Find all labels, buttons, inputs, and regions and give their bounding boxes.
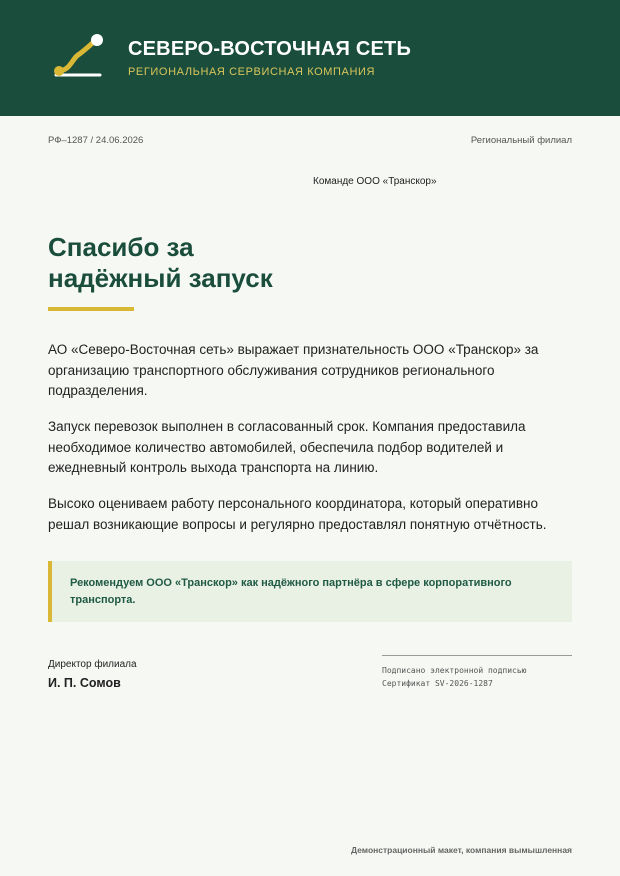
footer-disclaimer: Демонстрационный макет, компания вымышленная: [351, 845, 572, 855]
body-paragraph: Высоко оцениваем работу персонального координатора, который оперативно решал возникающие вопросы и регулярно предоставлял понятную отчётность.: [48, 496, 547, 532]
company-name: СЕВЕРО-ВОСТОЧНАЯ СЕТЬ: [128, 38, 412, 60]
signer-role: Директор филиала: [48, 659, 137, 670]
route-line-logo-icon: [48, 31, 108, 81]
document-reference: РФ–1287 / 24.06.2026: [48, 135, 144, 146]
company-tagline: РЕГИОНАЛЬНАЯ СЕРВИСНАЯ КОМПАНИЯ: [128, 66, 376, 78]
recommendation-text: Рекомендуем ООО «Транскор» как надёжного партнёра в сфере корпоративного транспорта.: [70, 577, 512, 606]
branch-label: Региональный филиал: [470, 135, 572, 146]
letter-title: [48, 232, 448, 294]
electronic-signature-stamp: [382, 664, 527, 690]
signature-status: Подписано электронной подписью: [382, 666, 527, 675]
body-paragraph: АО «Северо-Восточная сеть» выражает признательность ООО «Транскор» за организацию транспортного обслуживания сотрудников регионального подразделения.: [48, 342, 539, 398]
title-accent-rule: [48, 307, 134, 311]
recipient: Команде ООО «Транскор»: [313, 176, 437, 187]
body-paragraph: Запуск перевозок выполнен в согласованный срок. Компания предоставила необходимое количество автомобилей, обеспечила подбор водителей и ежедневный контроль выхода транспорта на линию.: [48, 419, 526, 475]
signature-line: [382, 655, 572, 656]
title-line-1: Спасибо за: [48, 232, 194, 262]
recommendation-callout: [48, 561, 572, 622]
signature-certificate: Сертификат SV-2026-1287: [382, 679, 493, 688]
signer-name: И. П. Сомов: [48, 676, 121, 690]
title-line-2: надёжный запуск: [48, 263, 273, 293]
letterhead-header: [0, 0, 620, 116]
